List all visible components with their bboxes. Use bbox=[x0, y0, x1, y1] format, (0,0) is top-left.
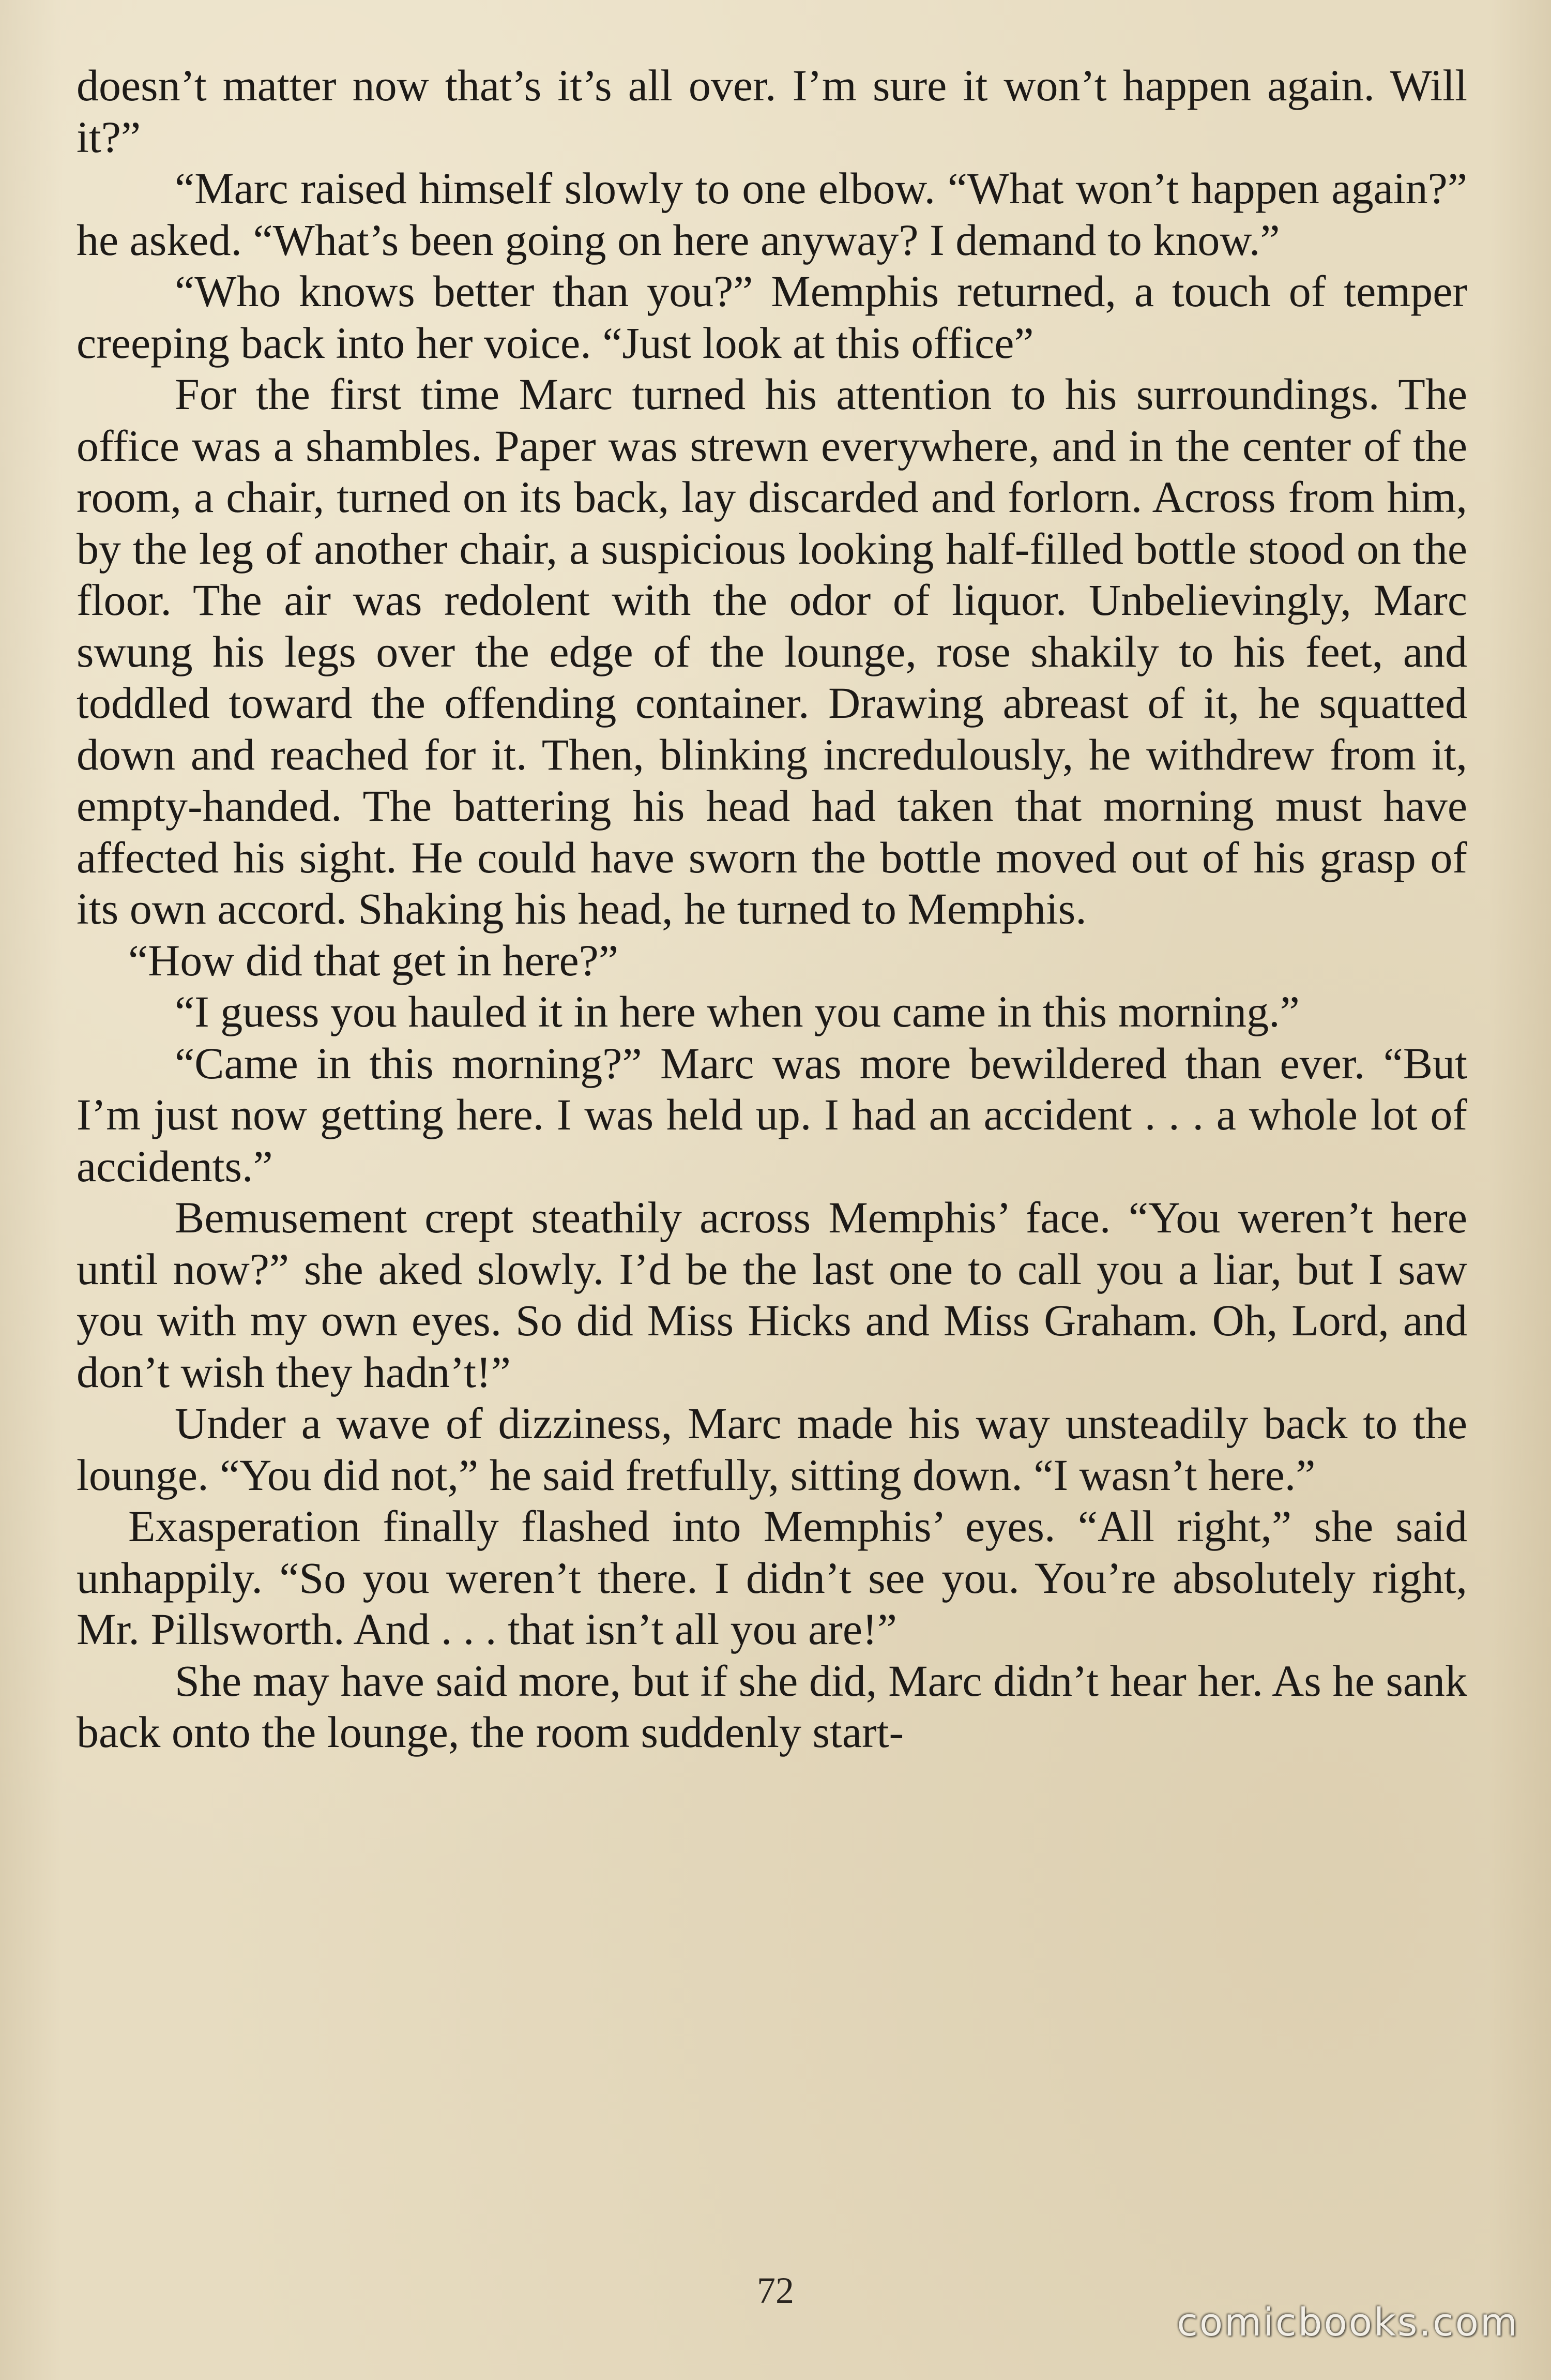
paragraph: For the first time Marc turned his attention to his surroundings. The office was a shambles. Paper was strewn everywhere, and in the center of the room, a chair, turned on its back, lay discarded and forlorn. Across from him, by the leg of another chair, a suspicious looking half-filled bottle stood on the floor. The air was redolent with the odor of liquor. Unbelievingly, Marc swung his legs over the edge of the lounge, rose shakily to his feet, and toddled toward the offending container. Drawing abreast of it, he squatted down and reached for it. Then, blinking incredulously, he withdrew from it, empty-handed. The battering his head had taken that morning must have affected his sight. He could have sworn the bottle moved out of his grasp of its own accord. Shaking his head, he turned to Memphis. bbox=[77, 369, 1467, 933]
story-text bbox=[77, 60, 1467, 1758]
paragraph: Exasperation finally flashed into Memphis’ eyes. “All right,” she said unhappily. “So you weren’t there. I didn’t see you. You’re absolutely right, Mr. Pillsworth. And . . . that isn’t all you are!” bbox=[77, 1501, 1467, 1654]
paragraph: “Came in this morning?” Marc was more bewildered than ever. “But I’m just now getting here. I was held up. I had an accident . . . a whole lot of accidents.” bbox=[77, 1038, 1467, 1191]
paragraph: Under a wave of dizziness, Marc made his way unsteadily back to the lounge. “You did not,” he said fretfully, sitting down. “I wasn’t here.” bbox=[77, 1398, 1467, 1500]
paragraph: doesn’t matter now that’s it’s all over. I’m sure it won’t happen again. Will it?” bbox=[77, 61, 1467, 162]
paragraph: “Who knows better than you?” Memphis returned, a touch of temper creeping back into her voice. “Just look at this office” bbox=[77, 266, 1467, 368]
page-number: 72 bbox=[757, 2270, 794, 2311]
paragraph: “How did that get in here?” bbox=[128, 935, 619, 985]
paragraph: “I guess you hauled it in here when you came in this morning.” bbox=[175, 987, 1300, 1036]
paragraph: She may have said more, but if she did, Marc didn’t hear her. As he sank back onto the lounge, the room suddenly start- bbox=[77, 1655, 1467, 1757]
paragraph: “Marc raised himself slowly to one elbow. “What won’t happen again?” he asked. “What’s been going on here anyway? I demand to know.” bbox=[77, 163, 1467, 265]
site-watermark: comicbooks.com bbox=[1177, 2300, 1519, 2345]
paragraph: Bemusement crept steathily across Memphis’ face. “You weren’t here until now?” she aked slowly. I’d be the last one to call you a liar, but I saw you with my own eyes. So did Miss Hicks and Miss Graham. Oh, Lord, and don’t wish they hadn’t!” bbox=[77, 1193, 1467, 1397]
